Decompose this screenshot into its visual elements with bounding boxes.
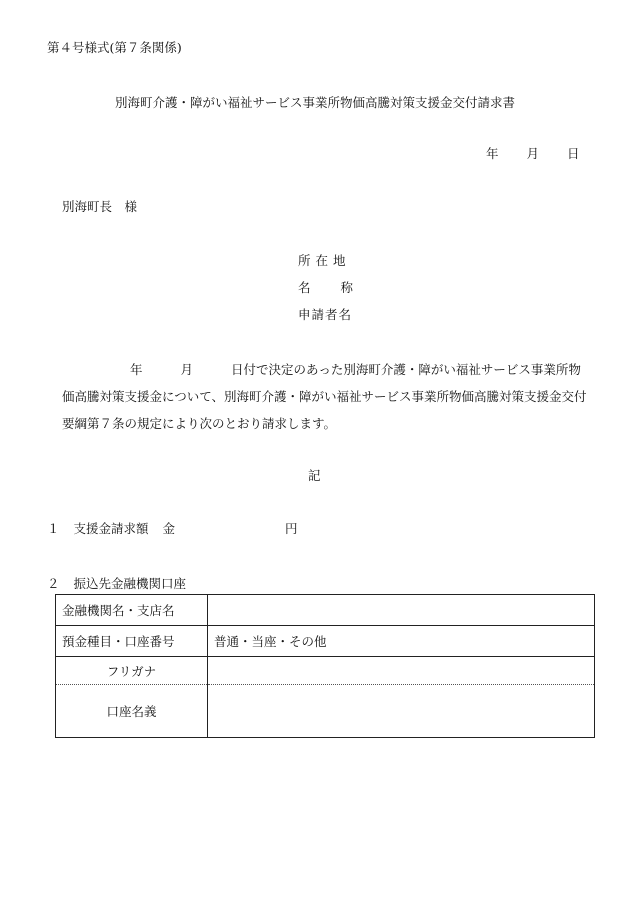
deposit-type-field[interactable]: 普通・当座・その他 bbox=[208, 626, 595, 657]
month-label: 月 bbox=[526, 146, 540, 161]
body-month: 月 bbox=[180, 362, 194, 377]
bank-name-field[interactable] bbox=[208, 595, 595, 626]
form-number: 第４号様式(第７条関係) bbox=[47, 40, 182, 55]
bank-name-label: 金融機関名・支店名 bbox=[56, 595, 208, 626]
account-holder-field[interactable] bbox=[208, 685, 595, 738]
applicant-address-label: 所在地 bbox=[298, 253, 351, 268]
applicant-label: 申請者名 bbox=[298, 307, 353, 322]
bank-row bbox=[56, 595, 595, 626]
holder-row bbox=[56, 685, 595, 738]
addressee: 別海町長 様 bbox=[62, 199, 138, 214]
item-bank-account bbox=[47, 574, 186, 592]
bank-account-table bbox=[55, 594, 595, 738]
deposit-row bbox=[56, 626, 595, 657]
item1-yen: 円 bbox=[285, 521, 298, 536]
day-label: 日 bbox=[567, 146, 580, 161]
item1-kin: 金 bbox=[162, 521, 176, 536]
ki-heading: 記 bbox=[308, 468, 321, 483]
furigana-label: フリガナ bbox=[56, 657, 208, 685]
request-body-text bbox=[62, 356, 592, 437]
body-text: 日付で決定のあった別海町介護・障がい福祉サービス事業所物価高騰対策支援金について、別海町介護・障がい福祉サービス事業所物価高騰対策支援金交付要綱第７条の規定により次のとおり請求します。 bbox=[62, 362, 587, 431]
furigana-row bbox=[56, 657, 595, 685]
year-label: 年 bbox=[486, 146, 499, 161]
date-line bbox=[486, 144, 580, 162]
item-request-amount bbox=[47, 519, 298, 537]
name-label-first: 名 bbox=[298, 280, 311, 295]
applicant-name-label bbox=[298, 278, 353, 296]
item2-number: ２ bbox=[47, 576, 60, 591]
body-year: 年 bbox=[130, 362, 143, 377]
name-label-second: 称 bbox=[340, 280, 354, 295]
furigana-field[interactable] bbox=[208, 657, 595, 685]
item1-number: １ bbox=[47, 521, 60, 536]
item1-label: 支援金請求額 bbox=[73, 521, 149, 536]
account-holder-label: 口座名義 bbox=[56, 685, 208, 738]
deposit-type-label: 預金種目・口座番号 bbox=[56, 626, 208, 657]
document-title: 別海町介護・障がい福祉サービス事業所物価高騰対策支援金交付請求書 bbox=[114, 95, 515, 110]
item2-label: 振込先金融機関口座 bbox=[73, 576, 187, 591]
